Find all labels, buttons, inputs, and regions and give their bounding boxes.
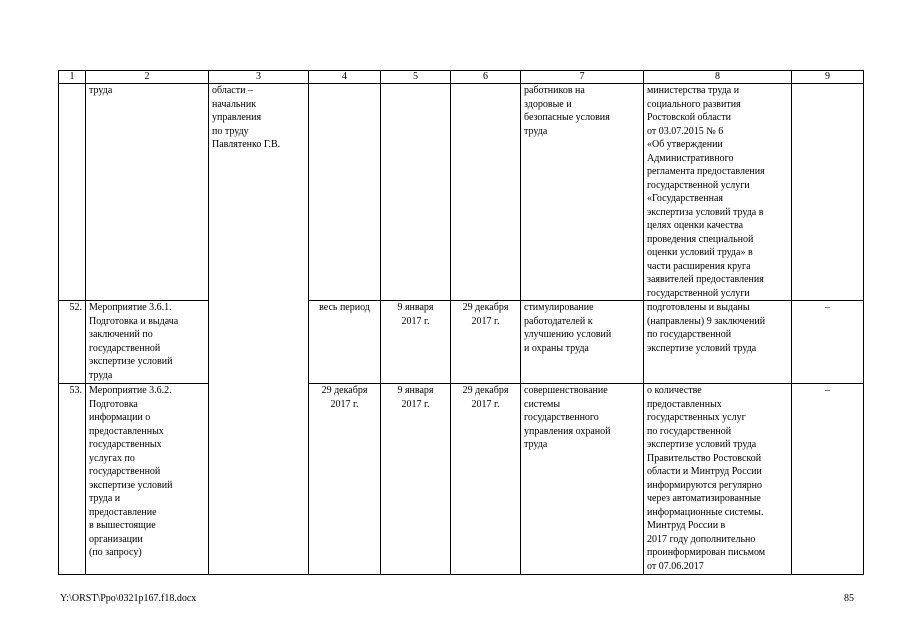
period-cell: 29 декабря 2017 г. xyxy=(309,384,381,575)
start-date-cell: 9 января 2017 г. xyxy=(381,301,451,384)
plan-table xyxy=(58,70,864,575)
header-col-4: 4 xyxy=(309,71,381,84)
header-col-9: 9 xyxy=(792,71,864,84)
result-cell: подготовлены и выданы (направлены) 9 заключений по государственной экспертизе условий труда xyxy=(644,301,792,384)
table-row xyxy=(59,384,864,575)
note-cell xyxy=(792,84,864,301)
start-date-cell: 9 января 2017 г. xyxy=(381,384,451,575)
period-cell: весь период xyxy=(309,301,381,384)
start-date-cell xyxy=(381,84,451,301)
end-date-cell: 29 декабря 2017 г. xyxy=(451,384,521,575)
header-col-5: 5 xyxy=(381,71,451,84)
row-number: 53. xyxy=(59,384,86,575)
header-col-6: 6 xyxy=(451,71,521,84)
result-cell: о количестве предоставленных государственных услуг по государственной экспертизе условий труда Правительство Ростовской области и Минтруд России информируются регулярно через автоматизированные информационные системы. Минтруд России в 2017 году дополнительно проинформирован письмом от 07.06.2017 xyxy=(644,384,792,575)
goal-cell: стимулирование работодателей к улучшению условий и охраны труда xyxy=(521,301,644,384)
event-cell: Мероприятие 3.6.1. Подготовка и выдача заключений по государственной экспертизе условий труда xyxy=(86,301,209,384)
file-path: Y:\ORST\Ppo\0321p167.f18.docx xyxy=(60,593,197,604)
responsible-cell: области – начальник управления по труду Павлятенко Г.В. xyxy=(209,84,309,575)
note-cell: – xyxy=(792,301,864,384)
period-cell xyxy=(309,84,381,301)
goal-cell: совершенствование системы государственного управления охраной труда xyxy=(521,384,644,575)
event-cell: Мероприятие 3.6.2. Подготовка информации о предоставленных государственных услугах по государственной экспертизе условий труда и предоставление в вышестоящие организации (по запросу) xyxy=(86,384,209,575)
row-number xyxy=(59,84,86,301)
end-date-cell xyxy=(451,84,521,301)
row-number: 52. xyxy=(59,301,86,384)
end-date-cell: 29 декабря 2017 г. xyxy=(451,301,521,384)
header-col-8: 8 xyxy=(644,71,792,84)
table-row xyxy=(59,301,864,384)
event-cell: труда xyxy=(86,84,209,301)
header-col-2: 2 xyxy=(86,71,209,84)
goal-cell: работников на здоровые и безопасные условия труда xyxy=(521,84,644,301)
note-cell: – xyxy=(792,384,864,575)
header-row xyxy=(59,71,864,84)
header-col-1: 1 xyxy=(59,71,86,84)
table-row xyxy=(59,84,864,301)
header-col-7: 7 xyxy=(521,71,644,84)
page-number: 85 xyxy=(844,593,854,604)
header-col-3: 3 xyxy=(209,71,309,84)
result-cell: министерства труда и социального развития Ростовской области от 03.07.2015 № 6 «Об утверждении Административного регламента предоставления государственной услуги «Государственная экспертиза условий труда в целях оценки качества проведения специальной оценки условий труда» в части расширения круга заявителей предоставления государственной услуги xyxy=(644,84,792,301)
